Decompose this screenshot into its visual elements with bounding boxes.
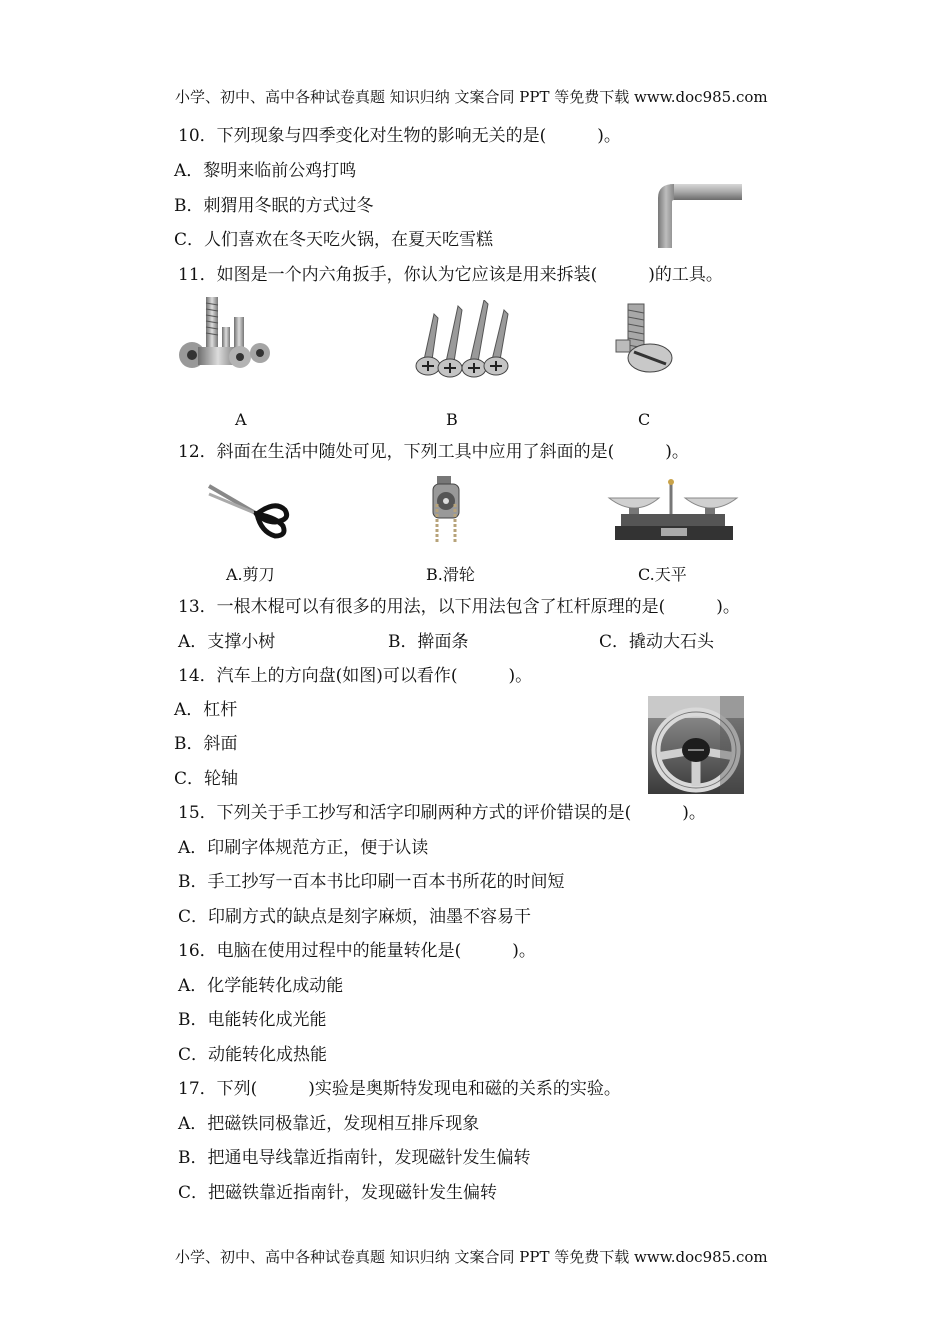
question-10-option-c: C．人们喜欢在冬天吃火锅，在夏天吃雪糕 (174, 230, 494, 250)
question-13-option-b: B．擀面条 (388, 632, 469, 652)
scissors-image (205, 480, 295, 545)
question-10-stem: 10．下列现象与四季变化对生物的影响无关的是( )。 (178, 126, 621, 146)
phillips-screws-image (412, 300, 522, 380)
question-15-option-a: A．印刷字体规范方正，便于认读 (178, 838, 429, 858)
balance-scale-image (605, 476, 745, 546)
page-footer: 小学、初中、高中各种试卷真题 知识归纳 文案合同 PPT 等免费下载 www.doc985.com (175, 1248, 768, 1266)
question-16-option-c: C．动能转化成热能 (178, 1045, 328, 1065)
question-15-option-b: B．手工抄写一百本书比印刷一百本书所花的时间短 (178, 872, 565, 892)
question-15-stem: 15．下列关于手工抄写和活字印刷两种方式的评价错误的是( )。 (178, 803, 706, 823)
question-10-option-a: A．黎明来临前公鸡打鸣 (174, 161, 357, 181)
question-11-stem: 11．如图是一个内六角扳手，你认为它应该是用来拆装( )的工具。 (178, 265, 723, 285)
hex-key-image (650, 180, 745, 252)
question-12-option-a-label: A.剪刀 (226, 565, 275, 584)
question-15-option-c: C．印刷方式的缺点是刻字麻烦，油墨不容易干 (178, 907, 532, 927)
slotted-screw-image (612, 300, 677, 380)
question-11-option-b-label: B (446, 410, 458, 429)
question-12-stem: 12．斜面在生活中随处可见，下列工具中应用了斜面的是( )。 (178, 442, 689, 462)
question-14-option-b: B．斜面 (174, 734, 238, 754)
question-12-option-b-label: B.滑轮 (426, 565, 475, 584)
question-13-option-c: C．撬动大石头 (599, 632, 715, 652)
question-16-option-a: A．化学能转化成动能 (178, 976, 344, 996)
question-13-stem: 13．一根木棍可以有很多的用法，以下用法包含了杠杆原理的是( )。 (178, 597, 740, 617)
question-13-option-a: A．支撑小树 (178, 632, 276, 652)
question-17-option-c: C．把磁铁靠近指南针，发现磁针发生偏转 (178, 1183, 498, 1203)
question-12-option-c-label: C.天平 (638, 565, 687, 584)
question-14-stem: 14．汽车上的方向盘(如图)可以看作( )。 (178, 666, 533, 686)
hex-socket-bolts-image (178, 293, 273, 378)
question-17-option-b: B．把通电导线靠近指南针，发现磁针发生偏转 (178, 1148, 531, 1168)
question-11-option-a-label: A (235, 410, 247, 429)
question-17-stem: 17．下列( )实验是奥斯特发现电和磁的关系的实验。 (178, 1079, 621, 1099)
page-header: 小学、初中、高中各种试卷真题 知识归纳 文案合同 PPT 等免费下载 www.doc985.com (175, 88, 768, 106)
question-16-stem: 16．电脑在使用过程中的能量转化是( )。 (178, 941, 536, 961)
question-11-option-c-label: C (638, 410, 651, 429)
question-14-option-a: A．杠杆 (174, 700, 238, 720)
question-16-option-b: B．电能转化成光能 (178, 1010, 327, 1030)
pulley-image (425, 474, 470, 544)
steering-wheel-image (648, 696, 744, 794)
question-10-option-b: B．刺猬用冬眠的方式过冬 (174, 196, 374, 216)
question-14-option-c: C．轮轴 (174, 769, 239, 789)
question-17-option-a: A．把磁铁同极靠近，发现相互排斥现象 (178, 1114, 480, 1134)
